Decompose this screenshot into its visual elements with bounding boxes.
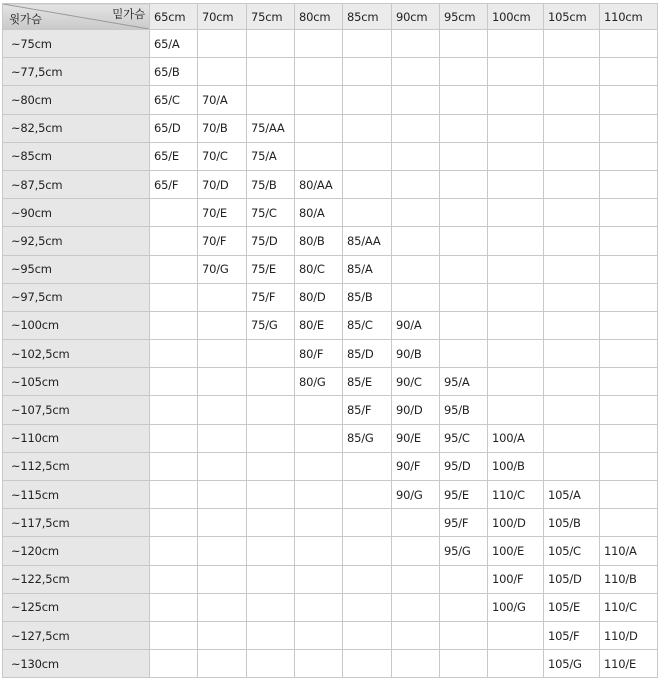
size-cell: 105/D xyxy=(544,565,600,593)
size-cell xyxy=(440,86,488,114)
size-cell xyxy=(600,424,658,452)
row-header-overbust: ~87,5cm xyxy=(3,170,150,198)
size-cell: 65/C xyxy=(150,86,198,114)
size-cell: 110/C xyxy=(488,481,544,509)
size-cell: 80/E xyxy=(295,311,343,339)
row-header-overbust: ~92,5cm xyxy=(3,227,150,255)
size-cell: 100/D xyxy=(488,509,544,537)
size-cell: 80/G xyxy=(295,368,343,396)
size-cell: 100/B xyxy=(488,452,544,480)
row-header-overbust: ~95cm xyxy=(3,255,150,283)
size-cell: 85/E xyxy=(343,368,392,396)
size-cell xyxy=(600,255,658,283)
size-cell: 65/F xyxy=(150,170,198,198)
column-header-underbust: 75cm xyxy=(247,4,295,30)
size-cell xyxy=(488,255,544,283)
size-cell xyxy=(544,170,600,198)
size-cell xyxy=(150,509,198,537)
size-cell: 75/C xyxy=(247,199,295,227)
size-cell xyxy=(440,593,488,621)
size-cell: 65/D xyxy=(150,114,198,142)
size-cell: 110/B xyxy=(600,565,658,593)
size-cell xyxy=(544,30,600,58)
size-cell xyxy=(343,621,392,649)
table-row xyxy=(3,509,658,537)
size-cell xyxy=(488,170,544,198)
size-cell xyxy=(150,481,198,509)
size-cell: 75/AA xyxy=(247,114,295,142)
size-cell xyxy=(544,58,600,86)
size-cell xyxy=(600,114,658,142)
size-cell: 75/B xyxy=(247,170,295,198)
column-header-underbust: 65cm xyxy=(150,4,198,30)
size-cell: 105/A xyxy=(544,481,600,509)
size-cell: 80/AA xyxy=(295,170,343,198)
row-header-overbust: ~102,5cm xyxy=(3,340,150,368)
row-header-overbust: ~127,5cm xyxy=(3,621,150,649)
size-cell: 95/G xyxy=(440,537,488,565)
size-cell xyxy=(600,170,658,198)
size-cell xyxy=(247,452,295,480)
size-cell xyxy=(150,396,198,424)
row-header-overbust: ~75cm xyxy=(3,30,150,58)
size-cell: 90/C xyxy=(392,368,440,396)
size-cell xyxy=(198,537,247,565)
size-cell: 90/E xyxy=(392,424,440,452)
size-cell xyxy=(392,537,440,565)
size-cell: 80/C xyxy=(295,255,343,283)
size-cell xyxy=(198,452,247,480)
table-row xyxy=(3,621,658,649)
size-cell xyxy=(295,537,343,565)
size-cell xyxy=(198,509,247,537)
row-header-overbust: ~122,5cm xyxy=(3,565,150,593)
size-cell xyxy=(440,227,488,255)
size-cell xyxy=(544,340,600,368)
column-header-underbust: 90cm xyxy=(392,4,440,30)
size-cell: 80/B xyxy=(295,227,343,255)
size-cell xyxy=(488,621,544,649)
size-cell: 75/E xyxy=(247,255,295,283)
size-cell: 90/A xyxy=(392,311,440,339)
size-cell xyxy=(295,565,343,593)
table-row xyxy=(3,311,658,339)
size-cell xyxy=(247,593,295,621)
size-cell: 70/E xyxy=(198,199,247,227)
size-cell: 100/E xyxy=(488,537,544,565)
size-cell xyxy=(150,593,198,621)
size-cell xyxy=(198,593,247,621)
size-cell xyxy=(343,565,392,593)
size-cell xyxy=(150,424,198,452)
size-cell: 90/B xyxy=(392,340,440,368)
size-cell xyxy=(392,86,440,114)
size-cell xyxy=(600,368,658,396)
size-cell xyxy=(295,58,343,86)
size-cell xyxy=(440,30,488,58)
row-header-overbust: ~115cm xyxy=(3,481,150,509)
table-row xyxy=(3,255,658,283)
size-cell xyxy=(440,170,488,198)
size-cell xyxy=(343,142,392,170)
size-cell: 85/D xyxy=(343,340,392,368)
size-cell xyxy=(544,283,600,311)
size-cell xyxy=(343,537,392,565)
row-header-overbust: ~112,5cm xyxy=(3,452,150,480)
size-cell xyxy=(600,86,658,114)
size-cell: 70/C xyxy=(198,142,247,170)
size-cell xyxy=(295,509,343,537)
size-cell xyxy=(295,114,343,142)
size-cell xyxy=(440,340,488,368)
table-row xyxy=(3,481,658,509)
column-header-underbust: 80cm xyxy=(295,4,343,30)
size-cell: 110/A xyxy=(600,537,658,565)
size-cell xyxy=(150,452,198,480)
size-cell xyxy=(544,452,600,480)
bra-size-chart xyxy=(2,3,658,678)
corner-header-cell xyxy=(3,4,150,30)
size-cell xyxy=(544,368,600,396)
size-cell xyxy=(343,593,392,621)
size-cell xyxy=(247,58,295,86)
size-cell: 85/G xyxy=(343,424,392,452)
size-cell xyxy=(488,650,544,678)
size-cell xyxy=(544,255,600,283)
size-cell: 85/B xyxy=(343,283,392,311)
size-cell xyxy=(600,340,658,368)
size-cell: 95/D xyxy=(440,452,488,480)
size-cell xyxy=(488,311,544,339)
size-cell xyxy=(295,452,343,480)
table-row xyxy=(3,368,658,396)
size-cell xyxy=(198,481,247,509)
size-cell xyxy=(392,227,440,255)
size-cell xyxy=(440,565,488,593)
size-cell: 80/D xyxy=(295,283,343,311)
size-cell: 80/A xyxy=(295,199,343,227)
size-cell: 85/F xyxy=(343,396,392,424)
size-cell xyxy=(600,283,658,311)
size-cell xyxy=(440,199,488,227)
size-cell: 100/F xyxy=(488,565,544,593)
row-header-overbust: ~100cm xyxy=(3,311,150,339)
size-cell: 70/F xyxy=(198,227,247,255)
overbust-heading: 윗가슴 xyxy=(9,12,42,26)
size-cell: 110/C xyxy=(600,593,658,621)
size-cell xyxy=(600,58,658,86)
size-cell: 95/C xyxy=(440,424,488,452)
size-cell xyxy=(247,537,295,565)
size-cell xyxy=(150,621,198,649)
table-row xyxy=(3,650,658,678)
size-cell xyxy=(198,396,247,424)
size-cell xyxy=(392,509,440,537)
size-cell xyxy=(600,481,658,509)
size-cell xyxy=(343,650,392,678)
size-cell xyxy=(544,424,600,452)
size-cell xyxy=(544,227,600,255)
table-row xyxy=(3,452,658,480)
table-row xyxy=(3,199,658,227)
table-row xyxy=(3,142,658,170)
size-cell xyxy=(392,283,440,311)
size-cell xyxy=(150,227,198,255)
size-cell xyxy=(295,86,343,114)
size-cell xyxy=(295,396,343,424)
size-cell xyxy=(488,142,544,170)
size-cell xyxy=(544,114,600,142)
size-cell xyxy=(440,283,488,311)
table-row xyxy=(3,86,658,114)
size-cell: 85/A xyxy=(343,255,392,283)
size-cell xyxy=(247,396,295,424)
size-cell: 95/F xyxy=(440,509,488,537)
size-cell xyxy=(343,30,392,58)
size-cell xyxy=(488,86,544,114)
size-cell xyxy=(150,255,198,283)
size-cell xyxy=(488,340,544,368)
table-row xyxy=(3,565,658,593)
size-cell xyxy=(488,114,544,142)
size-cell xyxy=(295,30,343,58)
table-row xyxy=(3,537,658,565)
size-cell xyxy=(392,199,440,227)
size-cell xyxy=(343,170,392,198)
table-row xyxy=(3,340,658,368)
row-header-overbust: ~90cm xyxy=(3,199,150,227)
header-row xyxy=(3,4,658,30)
size-cell: 85/C xyxy=(343,311,392,339)
size-cell: 105/G xyxy=(544,650,600,678)
table-row xyxy=(3,58,658,86)
size-cell: 100/G xyxy=(488,593,544,621)
size-cell xyxy=(247,86,295,114)
size-cell xyxy=(198,565,247,593)
size-cell xyxy=(198,368,247,396)
size-cell xyxy=(392,650,440,678)
size-cell xyxy=(247,565,295,593)
row-header-overbust: ~97,5cm xyxy=(3,283,150,311)
table-row xyxy=(3,227,658,255)
size-cell: 105/B xyxy=(544,509,600,537)
table-row xyxy=(3,283,658,311)
size-cell xyxy=(343,452,392,480)
size-cell xyxy=(488,199,544,227)
size-cell xyxy=(488,30,544,58)
size-cell xyxy=(247,621,295,649)
table-row xyxy=(3,30,658,58)
size-cell: 70/B xyxy=(198,114,247,142)
size-cell xyxy=(343,86,392,114)
chart-body xyxy=(3,30,658,678)
size-cell xyxy=(150,537,198,565)
size-cell xyxy=(247,650,295,678)
row-header-overbust: ~125cm xyxy=(3,593,150,621)
size-cell xyxy=(392,114,440,142)
size-cell xyxy=(392,170,440,198)
size-cell xyxy=(392,593,440,621)
column-header-underbust: 100cm xyxy=(488,4,544,30)
size-cell xyxy=(198,424,247,452)
size-cell: 100/A xyxy=(488,424,544,452)
size-cell xyxy=(198,283,247,311)
size-cell xyxy=(488,368,544,396)
size-cell xyxy=(198,650,247,678)
size-cell xyxy=(343,199,392,227)
size-cell xyxy=(488,283,544,311)
size-cell: 75/F xyxy=(247,283,295,311)
size-cell xyxy=(544,311,600,339)
size-cell: 70/G xyxy=(198,255,247,283)
size-cell: 70/A xyxy=(198,86,247,114)
row-header-overbust: ~105cm xyxy=(3,368,150,396)
size-cell xyxy=(440,58,488,86)
size-cell xyxy=(600,142,658,170)
size-cell xyxy=(150,283,198,311)
size-cell: 65/B xyxy=(150,58,198,86)
size-cell xyxy=(198,621,247,649)
row-header-overbust: ~82,5cm xyxy=(3,114,150,142)
size-cell xyxy=(440,650,488,678)
size-cell xyxy=(440,142,488,170)
size-cell: 105/C xyxy=(544,537,600,565)
size-cell: 90/D xyxy=(392,396,440,424)
size-cell xyxy=(392,30,440,58)
size-cell xyxy=(600,509,658,537)
size-cell: 85/AA xyxy=(343,227,392,255)
size-cell xyxy=(247,30,295,58)
size-cell xyxy=(488,58,544,86)
underbust-heading: 밑가슴 xyxy=(112,7,145,21)
size-cell: 95/A xyxy=(440,368,488,396)
size-cell xyxy=(295,593,343,621)
size-cell xyxy=(544,142,600,170)
row-header-overbust: ~120cm xyxy=(3,537,150,565)
size-cell xyxy=(150,650,198,678)
size-cell: 110/D xyxy=(600,621,658,649)
size-cell xyxy=(600,199,658,227)
size-cell: 65/E xyxy=(150,142,198,170)
size-cell xyxy=(295,424,343,452)
size-cell xyxy=(392,255,440,283)
column-header-underbust: 70cm xyxy=(198,4,247,30)
size-cell xyxy=(488,227,544,255)
size-cell xyxy=(295,650,343,678)
size-cell xyxy=(198,340,247,368)
size-cell xyxy=(150,199,198,227)
row-header-overbust: ~77,5cm xyxy=(3,58,150,86)
size-cell xyxy=(343,481,392,509)
size-cell xyxy=(544,86,600,114)
size-cell: 80/F xyxy=(295,340,343,368)
table-row xyxy=(3,593,658,621)
size-cell xyxy=(295,621,343,649)
row-header-overbust: ~85cm xyxy=(3,142,150,170)
size-cell: 75/G xyxy=(247,311,295,339)
row-header-overbust: ~107,5cm xyxy=(3,396,150,424)
size-cell xyxy=(392,621,440,649)
size-cell xyxy=(600,30,658,58)
size-cell: 75/A xyxy=(247,142,295,170)
size-cell: 105/F xyxy=(544,621,600,649)
column-header-underbust: 95cm xyxy=(440,4,488,30)
row-header-overbust: ~117,5cm xyxy=(3,509,150,537)
size-cell: 70/D xyxy=(198,170,247,198)
table-row xyxy=(3,170,658,198)
size-cell xyxy=(544,396,600,424)
size-cell xyxy=(247,340,295,368)
size-cell xyxy=(295,481,343,509)
size-cell xyxy=(150,368,198,396)
size-cell xyxy=(343,58,392,86)
size-cell: 105/E xyxy=(544,593,600,621)
size-cell xyxy=(440,114,488,142)
size-cell xyxy=(392,58,440,86)
size-cell: 95/E xyxy=(440,481,488,509)
size-cell: 95/B xyxy=(440,396,488,424)
size-cell xyxy=(600,452,658,480)
row-header-overbust: ~110cm xyxy=(3,424,150,452)
size-cell xyxy=(343,509,392,537)
column-header-underbust: 85cm xyxy=(343,4,392,30)
size-cell xyxy=(343,114,392,142)
size-cell: 110/E xyxy=(600,650,658,678)
size-cell xyxy=(150,340,198,368)
column-header-underbust: 110cm xyxy=(600,4,658,30)
size-cell: 75/D xyxy=(247,227,295,255)
size-cell xyxy=(247,424,295,452)
size-cell xyxy=(247,509,295,537)
size-cell xyxy=(247,368,295,396)
table-row xyxy=(3,396,658,424)
column-header-underbust: 105cm xyxy=(544,4,600,30)
size-cell xyxy=(488,396,544,424)
size-cell xyxy=(295,142,343,170)
size-cell xyxy=(247,481,295,509)
size-cell: 90/F xyxy=(392,452,440,480)
size-cell xyxy=(150,311,198,339)
size-cell xyxy=(440,621,488,649)
size-cell xyxy=(198,30,247,58)
size-cell xyxy=(440,311,488,339)
table-row xyxy=(3,114,658,142)
size-cell xyxy=(544,199,600,227)
row-header-overbust: ~130cm xyxy=(3,650,150,678)
size-cell xyxy=(392,142,440,170)
size-cell xyxy=(392,565,440,593)
size-cell xyxy=(198,311,247,339)
size-cell xyxy=(600,396,658,424)
size-cell xyxy=(198,58,247,86)
size-cell xyxy=(150,565,198,593)
table-row xyxy=(3,424,658,452)
size-cell: 90/G xyxy=(392,481,440,509)
size-cell xyxy=(600,311,658,339)
size-cell: 65/A xyxy=(150,30,198,58)
row-header-overbust: ~80cm xyxy=(3,86,150,114)
size-cell xyxy=(440,255,488,283)
size-cell xyxy=(600,227,658,255)
